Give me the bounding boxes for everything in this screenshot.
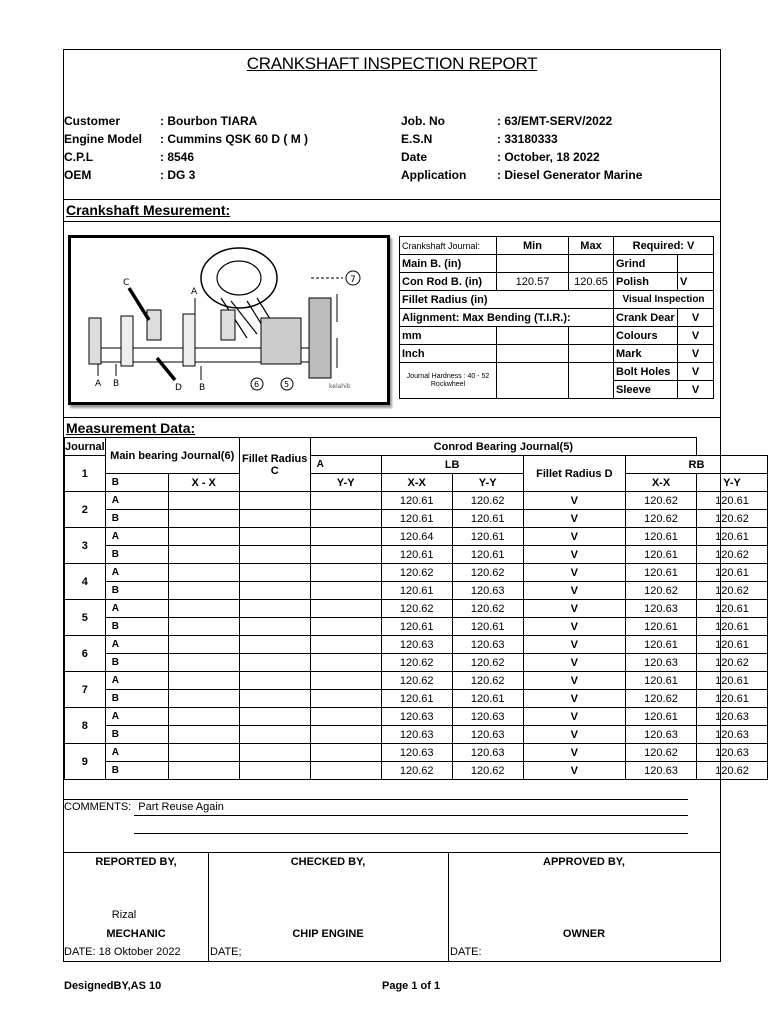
- visual-value: V: [678, 381, 714, 399]
- crankshaft-drawing-icon: [71, 238, 387, 402]
- rb-xx: 120.61: [626, 636, 697, 654]
- main-yy: [239, 600, 310, 618]
- info-row: [401, 130, 642, 148]
- comments: [64, 801, 224, 813]
- visual-value: V: [678, 327, 714, 345]
- lb-yy: 120.61: [452, 510, 523, 528]
- fillet-d: V: [523, 510, 625, 528]
- table-row: [65, 528, 768, 546]
- info-label: OEM: [64, 168, 92, 182]
- rb-xx: 120.62: [626, 690, 697, 708]
- info-label: C.P.L: [64, 150, 94, 164]
- lb-yy: 120.62: [452, 654, 523, 672]
- diagram-label-b: B: [113, 379, 120, 389]
- fillet-c: [310, 510, 381, 528]
- rb-xx: 120.63: [626, 600, 697, 618]
- lb-xx: 120.61: [381, 492, 452, 510]
- footer-designed: DesignedBY,AS 10: [64, 980, 162, 992]
- lb-yy: 120.62: [452, 762, 523, 780]
- rb-yy: 120.61: [697, 618, 768, 636]
- lb-xx: 120.63: [381, 744, 452, 762]
- lb-xx: 120.62: [381, 672, 452, 690]
- info-label: Application: [401, 168, 467, 182]
- header-journal: Journal: [65, 438, 106, 456]
- table-row: [65, 510, 768, 528]
- info-label: Engine Model: [64, 132, 142, 146]
- main-yy: [239, 708, 310, 726]
- divider: [63, 852, 721, 853]
- lb-xx: 120.62: [381, 654, 452, 672]
- main-xx: [168, 636, 239, 654]
- journal-side: B: [105, 618, 168, 636]
- lb-yy: 120.63: [452, 708, 523, 726]
- table-row: [65, 708, 768, 726]
- rb-yy: 120.62: [697, 762, 768, 780]
- rb-xx: 120.63: [626, 654, 697, 672]
- footer-page: Page 1 of 1: [382, 980, 441, 992]
- main-yy: [239, 492, 310, 510]
- header-fillet-d: Fillet Radius D: [523, 456, 625, 492]
- fillet-d: V: [523, 672, 625, 690]
- fillet-c: [310, 744, 381, 762]
- visual-value: V: [678, 345, 714, 363]
- rb-yy: 120.61: [697, 492, 768, 510]
- rb-yy: 120.63: [697, 708, 768, 726]
- journal-side: B: [105, 546, 168, 564]
- diagram-label-a: A: [191, 287, 198, 297]
- main-xx: [168, 744, 239, 762]
- fillet-d: V: [523, 744, 625, 762]
- main-xx: [168, 762, 239, 780]
- info-row: [401, 148, 642, 166]
- visual-value: V: [678, 363, 714, 381]
- header-yy-main: Y-Y: [310, 474, 381, 492]
- table-row: [65, 744, 768, 762]
- date-reported: DATE: 18 Oktober 2022: [64, 946, 181, 958]
- info-row: [64, 166, 308, 184]
- main-xx: [168, 600, 239, 618]
- rb-yy: 120.61: [697, 600, 768, 618]
- fillet-c: [310, 546, 381, 564]
- rb-yy: 120.61: [697, 528, 768, 546]
- sig-divider: [208, 852, 209, 962]
- rb-xx: 120.63: [626, 762, 697, 780]
- divider: [63, 417, 721, 418]
- spec-con-rod-max: 120.65: [569, 273, 614, 291]
- fillet-d: V: [523, 654, 625, 672]
- diagram-callout: 5: [284, 380, 290, 389]
- sig-divider: [448, 852, 449, 962]
- spec-header-required: Required: V: [614, 237, 714, 255]
- rb-xx: 120.63: [626, 726, 697, 744]
- reported-by: REPORTED BY,: [95, 856, 177, 868]
- main-yy: [239, 762, 310, 780]
- section-title-measurement: Crankshaft Mesurement:: [66, 202, 231, 218]
- journal-side: B: [105, 762, 168, 780]
- measurement-table: [64, 437, 768, 780]
- main-xx: [168, 618, 239, 636]
- reporter-role: MECHANIC: [106, 928, 166, 940]
- diagram-label-c: C: [123, 278, 130, 288]
- header-lb-xx: X-X: [381, 474, 452, 492]
- spec-con-rod: Con Rod B. (in): [400, 273, 497, 291]
- lb-yy: 120.63: [452, 744, 523, 762]
- diagram-label-d: D: [175, 383, 182, 393]
- journal-number: 2: [65, 492, 106, 528]
- spec-grind-value: [678, 255, 714, 273]
- fillet-d: V: [523, 726, 625, 744]
- rb-xx: 120.62: [626, 582, 697, 600]
- spec-con-rod-min: 120.57: [497, 273, 569, 291]
- journal-side: A: [310, 456, 381, 474]
- journal-number: 3: [65, 528, 106, 564]
- rb-yy: 120.61: [697, 564, 768, 582]
- rb-xx: 120.61: [626, 672, 697, 690]
- date-approved: DATE:: [450, 946, 482, 958]
- checker-role: CHIP ENGINE: [292, 928, 364, 940]
- main-yy: [239, 636, 310, 654]
- lb-yy: 120.61: [452, 690, 523, 708]
- spec-polish-value: V: [678, 273, 714, 291]
- visual-label: Crank Dear: [614, 309, 678, 327]
- info-label: E.S.N: [401, 132, 433, 146]
- rb-xx: 120.61: [626, 528, 697, 546]
- fillet-c: [310, 762, 381, 780]
- info-value: : DG 3: [160, 168, 196, 182]
- header-conrod: Conrod Bearing Journal(5): [310, 438, 696, 456]
- info-row: [401, 166, 642, 184]
- comment-line: [64, 799, 688, 800]
- spec-header-max: Max: [569, 237, 614, 255]
- diagram-watermark: kelahib: [329, 383, 351, 390]
- fillet-d: V: [523, 582, 625, 600]
- info-right: [401, 112, 642, 184]
- fillet-c: [310, 600, 381, 618]
- spec-alignment: Alignment: Max Bending (T.I.R.):: [400, 309, 614, 327]
- journal-side: B: [105, 582, 168, 600]
- table-row: [65, 672, 768, 690]
- diagram-label-a: A: [95, 379, 102, 389]
- table-row: [65, 762, 768, 780]
- header-rb-yy: Y-Y: [697, 474, 768, 492]
- fillet-d: V: [523, 546, 625, 564]
- rb-xx: 120.61: [626, 618, 697, 636]
- fillet-d: V: [523, 618, 625, 636]
- journal-side: B: [105, 474, 168, 492]
- fillet-d: V: [523, 492, 625, 510]
- lb-xx: 120.61: [381, 690, 452, 708]
- fillet-d: V: [523, 564, 625, 582]
- spec-main-b: Main B. (in): [400, 255, 497, 273]
- rb-xx: 120.61: [626, 546, 697, 564]
- journal-side: A: [105, 600, 168, 618]
- main-yy: [239, 672, 310, 690]
- header-main-bearing: Main bearing Journal(6): [105, 438, 239, 474]
- visual-inspection-title: Visual Inspection: [614, 291, 714, 309]
- checked-by: CHECKED BY,: [290, 856, 366, 868]
- journal-side: B: [105, 654, 168, 672]
- journal-number: 7: [65, 672, 106, 708]
- lb-xx: 120.63: [381, 726, 452, 744]
- info-value: : Bourbon TIARA: [160, 114, 258, 128]
- info-label: Job. No: [401, 114, 445, 128]
- crankshaft-diagram: [68, 235, 390, 405]
- table-row: [65, 654, 768, 672]
- fillet-c: [310, 564, 381, 582]
- report-title: CRANKSHAFT INSPECTION REPORT: [246, 54, 538, 73]
- journal-side: B: [105, 726, 168, 744]
- comments-label: COMMENTS:: [64, 801, 132, 813]
- lb-yy: 120.61: [452, 618, 523, 636]
- main-yy: [239, 564, 310, 582]
- info-left: [64, 112, 308, 184]
- info-row: [64, 112, 308, 130]
- journal-number: 4: [65, 564, 106, 600]
- info-value: : Diesel Generator Marine: [497, 168, 643, 182]
- visual-value: V: [678, 309, 714, 327]
- spec-table: [399, 236, 714, 399]
- info-label: Customer: [64, 114, 121, 128]
- rb-yy: 120.62: [697, 546, 768, 564]
- comment-line: [134, 815, 688, 816]
- lb-xx: 120.61: [381, 510, 452, 528]
- visual-label: Colours: [614, 327, 678, 345]
- svg-text:7: 7: [350, 275, 356, 285]
- main-yy: [239, 726, 310, 744]
- journal-side: A: [105, 744, 168, 762]
- fillet-d: V: [523, 528, 625, 546]
- table-row: [65, 600, 768, 618]
- info-label: Date: [401, 150, 428, 164]
- rb-xx: 120.62: [626, 492, 697, 510]
- journal-side: A: [105, 636, 168, 654]
- fillet-c: [310, 654, 381, 672]
- fillet-c: [310, 582, 381, 600]
- lb-xx: 120.61: [381, 582, 452, 600]
- spec-grind-label: Grind: [614, 255, 678, 273]
- main-yy: [239, 546, 310, 564]
- main-xx: [168, 690, 239, 708]
- fillet-c: [310, 672, 381, 690]
- lb-yy: 120.62: [452, 600, 523, 618]
- info-value: : 8546: [160, 150, 195, 164]
- fillet-d: V: [523, 690, 625, 708]
- date-checked: DATE;: [210, 946, 242, 958]
- spec-polish-label: Polish: [614, 273, 678, 291]
- visual-label: Sleeve: [614, 381, 678, 399]
- table-row: [65, 546, 768, 564]
- main-yy: [239, 744, 310, 762]
- info-row: [64, 130, 308, 148]
- journal-number: 8: [65, 708, 106, 744]
- comments-text: Part Reuse Again: [138, 801, 224, 813]
- rb-xx: 120.62: [626, 744, 697, 762]
- main-xx: [168, 654, 239, 672]
- approved-by: APPROVED BY,: [543, 856, 625, 868]
- main-yy: [239, 654, 310, 672]
- journal-side: A: [105, 564, 168, 582]
- journal-side: B: [105, 690, 168, 708]
- table-row: [65, 690, 768, 708]
- rb-yy: 120.62: [697, 582, 768, 600]
- header-lb-yy: Y-Y: [452, 474, 523, 492]
- visual-label: Mark: [614, 345, 678, 363]
- table-row: [65, 492, 768, 510]
- spec-header-min: Min: [497, 237, 569, 255]
- divider: [63, 221, 721, 222]
- table-row: [65, 618, 768, 636]
- approver-role: OWNER: [562, 928, 606, 940]
- lb-xx: 120.63: [381, 636, 452, 654]
- journal-number: 6: [65, 636, 106, 672]
- journal-number: 5: [65, 600, 106, 636]
- journal-side: A: [105, 708, 168, 726]
- main-yy: [239, 582, 310, 600]
- diagram-callout: 6: [254, 380, 260, 389]
- fillet-c: [310, 636, 381, 654]
- spec-mm: mm: [400, 327, 497, 345]
- lb-yy: 120.61: [452, 528, 523, 546]
- header-fillet-c: Fillet Radius C: [239, 438, 310, 492]
- main-xx: [168, 672, 239, 690]
- reporter-name: Rizal: [111, 909, 137, 921]
- header-rb-xx: X-X: [626, 474, 697, 492]
- main-xx: [168, 528, 239, 546]
- fillet-d: V: [523, 636, 625, 654]
- fillet-c: [310, 690, 381, 708]
- comment-line: [134, 833, 688, 834]
- main-xx: [168, 492, 239, 510]
- lb-xx: 120.61: [381, 546, 452, 564]
- spec-inch: Inch: [400, 345, 497, 363]
- rb-yy: 120.61: [697, 636, 768, 654]
- rb-yy: 120.61: [697, 672, 768, 690]
- table-row: [65, 564, 768, 582]
- rb-yy: 120.61: [697, 690, 768, 708]
- lb-yy: 120.63: [452, 582, 523, 600]
- journal-side: A: [105, 492, 168, 510]
- main-yy: [239, 618, 310, 636]
- fillet-d: V: [523, 600, 625, 618]
- main-xx: [168, 564, 239, 582]
- header-rb: RB: [626, 456, 768, 474]
- fillet-d: V: [523, 762, 625, 780]
- journal-side: A: [105, 672, 168, 690]
- main-xx: [168, 582, 239, 600]
- lb-xx: 120.62: [381, 600, 452, 618]
- info-row: [401, 112, 642, 130]
- lb-yy: 120.62: [452, 492, 523, 510]
- lb-xx: 120.62: [381, 564, 452, 582]
- table-row: [65, 636, 768, 654]
- rb-xx: 120.61: [626, 564, 697, 582]
- info-value: : 33180333: [497, 132, 558, 146]
- rb-xx: 120.62: [626, 510, 697, 528]
- rb-yy: 120.62: [697, 654, 768, 672]
- journal-side: B: [105, 510, 168, 528]
- lb-xx: 120.64: [381, 528, 452, 546]
- info-value: : Cummins QSK 60 D ( M ): [160, 132, 309, 146]
- rb-yy: 120.62: [697, 510, 768, 528]
- info-value: : 63/EMT-SERV/2022: [497, 114, 613, 128]
- journal-number: 1: [65, 456, 106, 492]
- rb-yy: 120.63: [697, 726, 768, 744]
- visual-label: Bolt Holes: [614, 363, 678, 381]
- header-lb: LB: [381, 456, 523, 474]
- fillet-c: [310, 528, 381, 546]
- table-row: [65, 582, 768, 600]
- fillet-c: [310, 726, 381, 744]
- main-xx: [168, 546, 239, 564]
- lb-yy: 120.63: [452, 636, 523, 654]
- fillet-c: [310, 708, 381, 726]
- main-yy: [239, 510, 310, 528]
- rb-xx: 120.61: [626, 708, 697, 726]
- spec-fillet: Fillet Radius (in): [400, 291, 614, 309]
- section-title-data: Measurement Data:: [66, 420, 196, 436]
- fillet-c: [310, 618, 381, 636]
- journal-side: A: [105, 528, 168, 546]
- main-xx: [168, 708, 239, 726]
- header-xx-main: X - X: [168, 474, 239, 492]
- diagram-label-b: B: [199, 383, 206, 393]
- lb-xx: 120.61: [381, 618, 452, 636]
- rb-yy: 120.63: [697, 744, 768, 762]
- lb-yy: 120.61: [452, 546, 523, 564]
- divider: [63, 199, 721, 200]
- main-xx: [168, 726, 239, 744]
- fillet-c: [310, 492, 381, 510]
- lb-xx: 120.62: [381, 762, 452, 780]
- spec-header-journal: Crankshaft Journal:: [400, 237, 497, 255]
- lb-yy: 120.62: [452, 672, 523, 690]
- info-row: [64, 148, 308, 166]
- main-xx: [168, 510, 239, 528]
- lb-yy: 120.62: [452, 564, 523, 582]
- main-yy: [239, 690, 310, 708]
- spec-hardness: Journal Hardness : 40 - 52 Rockwheel: [400, 363, 497, 399]
- main-yy: [239, 528, 310, 546]
- table-row: [65, 726, 768, 744]
- journal-number: 9: [65, 744, 106, 780]
- lb-yy: 120.63: [452, 726, 523, 744]
- fillet-d: V: [523, 708, 625, 726]
- lb-xx: 120.63: [381, 708, 452, 726]
- info-value: : October, 18 2022: [497, 150, 600, 164]
